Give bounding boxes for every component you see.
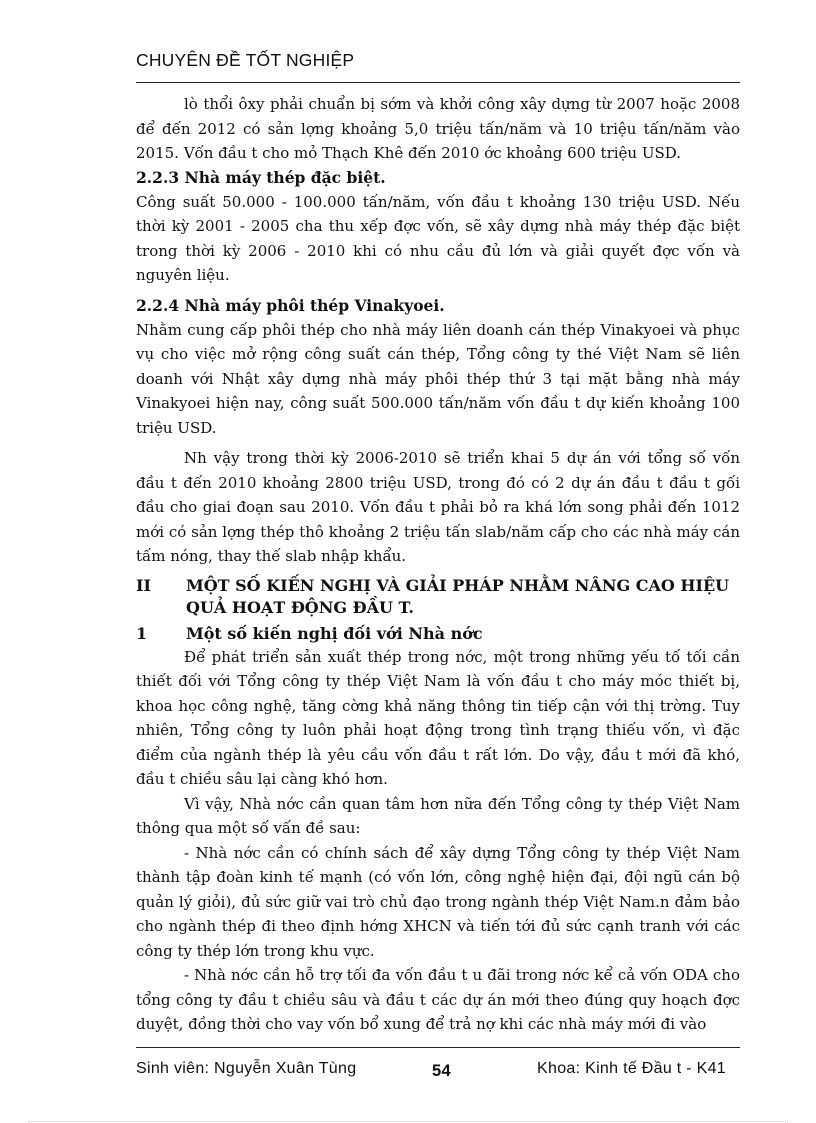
- page-header-title: CHUYÊN ĐỀ TỐT NGHIỆP: [136, 50, 355, 70]
- footer-faculty: Khoa: Kinh tế Đầu t - K41: [537, 1060, 726, 1077]
- page-footer: [136, 1058, 740, 1082]
- page-number: 54: [432, 1062, 451, 1080]
- paragraph-policy-corporation: - Nhà nớc cần có chính sách để xây dựng Tổng công ty thép Việt Nam thành tập đoàn kinh tế mạnh (có vốn lớn, công nghệ hiện đại, đội ngũ cán bộ quản lý giỏi), đủ sức giữ vai trò chủ đạo trong ngành thép Việt Nam.n đảm bảo cho ngành thép đi theo định hớng XHCN và tiến tới đủ sức cạnh tranh với các công ty thép lớn trong khu vực.: [136, 843, 740, 960]
- heading-2-2-4: 2.2.4 Nhà máy phôi thép Vinakyoei.: [136, 295, 445, 315]
- header-divider: [136, 82, 740, 83]
- subsection-heading-1: [136, 623, 740, 645]
- paragraph-state-attention: Vì vậy, Nhà nớc cần quan tâm hơn nữa đến Tổng công ty thép Việt Nam thông qua một số vấn đề sau:: [136, 794, 740, 837]
- section-number: II: [136, 575, 151, 595]
- paragraph-summary-2006-2010: Nh vậy trong thời kỳ 2006-2010 sẽ triển khai 5 dự án với tổng số vốn đầu t đến 2010 khoảng 2800 triệu USD, trong đó có 2 dự án đầu t đầu t gối đầu cho giai đoạn sau 2010. Vốn đầu t phải bỏ ra khá lớn song phải đến 1012 mới có sản lợng thép thô khoảng 2 triệu tấn slab/năm cấp cho các nhà máy cán tấm nóng, thay thế slab nhập khẩu.: [136, 449, 740, 565]
- section-heading-ii: [136, 575, 740, 619]
- footer-divider: [136, 1047, 740, 1048]
- subsection-number: 1: [136, 623, 148, 643]
- heading-2-2-3: 2.2.3 Nhà máy thép đặc biệt.: [136, 167, 386, 187]
- paragraph-oxygen-furnace: lò thổi ôxy phải chuẩn bị sớm và khởi công xây dựng từ 2007 hoặc 2008 để đến 2012 có sản lợng khoảng 5,0 triệu tấn/năm và 10 triệu tấn/năm vào 2015. Vốn đầu t cho mỏ Thạch Khê đến 2010 ớc khoảng 600 triệu USD.: [136, 95, 740, 162]
- footer-student-name: Sinh viên: Nguyễn Xuân Tùng: [136, 1060, 357, 1077]
- document-body: [136, 92, 740, 1037]
- paragraph-special-steel: Công suất 50.000 - 100.000 tấn/năm, vốn đầu t khoảng 130 triệu USD. Nếu thời kỳ 2001 - 2005 cha thu xếp đợc vốn, sẽ xây dựng nhà máy thép đặc biệt trong thời kỳ 2006 - 2010 khi có nhu cầu đủ lớn và giải quyết đợc vốn và nguyên liệu.: [136, 192, 740, 284]
- page-edge-dotted-line: [28, 1121, 788, 1122]
- section-title: MỘT SỐ KIẾN NGHỊ VÀ GIẢI PHÁP NHẰM NÂNG CAO HIỆU QUẢ HOẠT ĐỘNG ĐẦU T.: [186, 575, 730, 617]
- paragraph-vinakyoei: Nhằm cung cấp phôi thép cho nhà máy liên doanh cán thép Vinakyoei và phục vụ cho việc mở rộng công suất cán thép, Tổng công ty thé Việt Nam sẽ liên doanh với Nhật xây dựng nhà máy phôi thép thứ 3 tại mặt bằng nhà máy Vinakyoei hiện nay, công suất 500.000 tấn/năm vốn đầu t dự kiến khoảng 100 triệu USD.: [136, 320, 740, 437]
- paragraph-oda-support: - Nhà nớc cần hỗ trợ tối đa vốn đầu t u đãi trong nớc kể cả vốn ODA cho tổng công ty đầu t chiều sâu và đầu t các dự án mới theo đúng quy hoạch đợc duyệt, đồng thời cho vay vốn bổ xung để trả nợ khi các nhà máy mới đi vào: [136, 966, 740, 1033]
- paragraph-investment-need: Để phát triển sản xuất thép trong nớc, một trong những yếu tố tối cần thiết đối với Tổng công ty thép Việt Nam là vốn đầu t cho máy móc thiết bị, khoa học công nghệ, tăng cờng khả năng thông tin tiếp cận với thị trờng. Tuy nhiên, Tổng công ty luôn phải hoạt động trong tình trạng thiếu vốn, vì đặc điểm của ngành thép là yêu cầu vốn đầu t rất lớn. Do vậy, đầu t mới đã khó, đầu t chiều sâu lại càng khó hơn.: [136, 647, 740, 788]
- subsection-title: Một số kiến nghị đối với Nhà nớc: [186, 623, 483, 643]
